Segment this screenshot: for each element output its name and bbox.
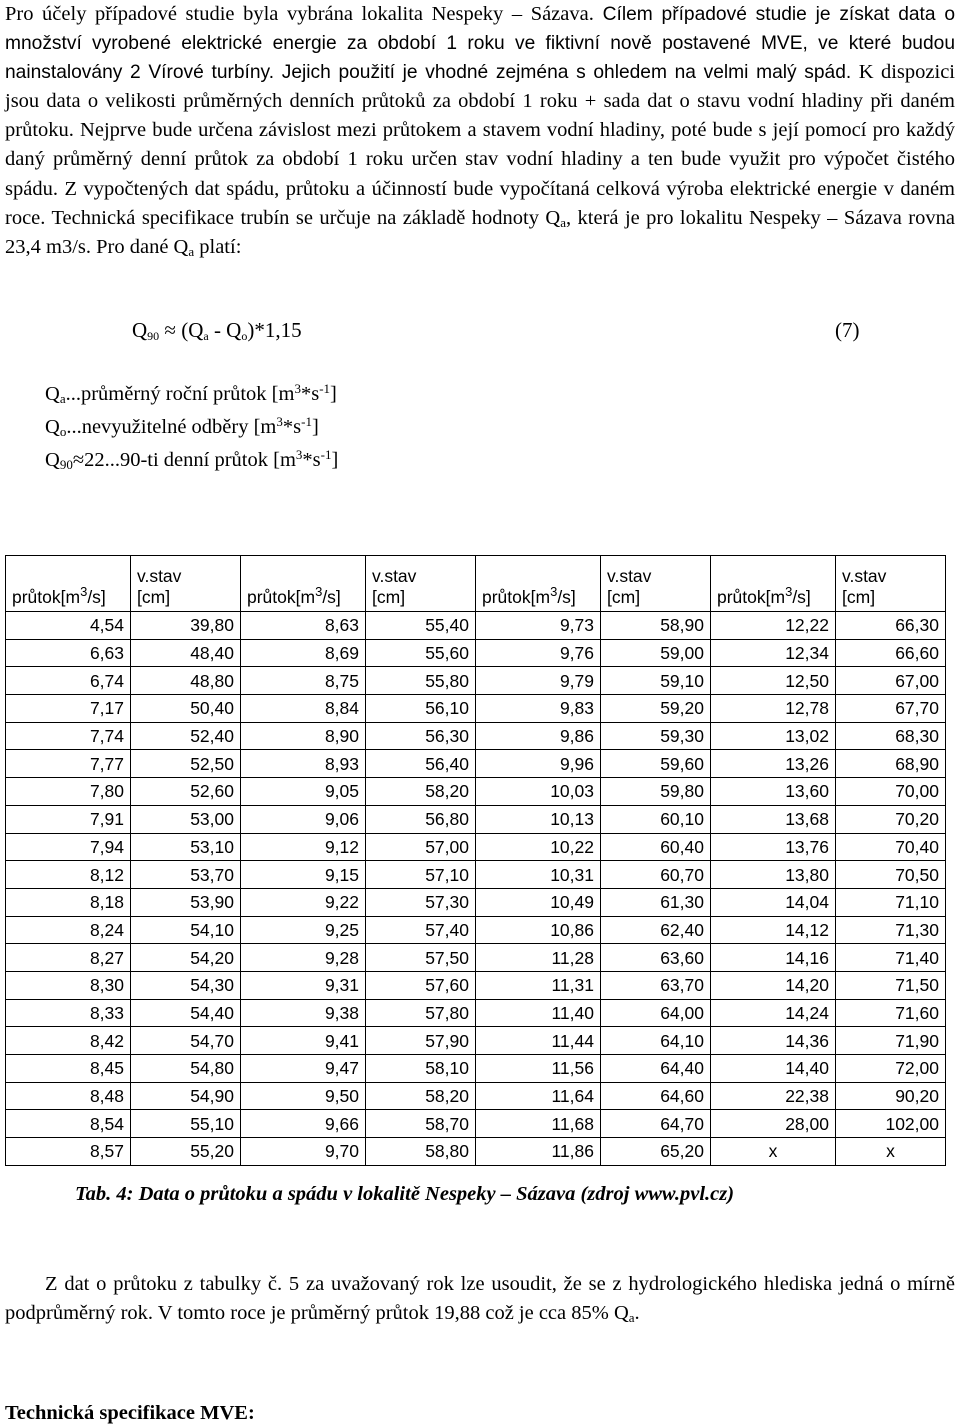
- flow-cell: 7,94: [6, 833, 131, 861]
- level-cell: 71,50: [836, 971, 946, 999]
- level-cell: 58,20: [366, 1082, 476, 1110]
- col-header-flow: $průtok[m^3/s]$: [241, 556, 366, 612]
- level-cell: 66,60: [836, 639, 946, 667]
- table-caption: Tab. 4: Data o průtoku a spádu v lokalitě Nespeky – Sázava (zdroj www.pvl.cz): [75, 1183, 735, 1205]
- def-text: ...90-ti denní průtok [m: [104, 449, 296, 471]
- flow-cell: 13,80: [711, 861, 836, 889]
- table-body: [6, 612, 946, 1166]
- level-cell: 53,90: [131, 888, 241, 916]
- level-cell: 54,90: [131, 1082, 241, 1110]
- flow-cell: 9,12: [241, 833, 366, 861]
- flow-cell: 9,86: [476, 722, 601, 750]
- table-row: [6, 1082, 946, 1110]
- flow-cell: 11,68: [476, 1110, 601, 1138]
- flow-cell: 9,38: [241, 999, 366, 1027]
- level-cell: 57,10: [366, 861, 476, 889]
- table-row: [6, 916, 946, 944]
- def-subscript: 90: [59, 457, 73, 472]
- flow-cell: 9,70: [241, 1138, 366, 1166]
- level-cell: 71,90: [836, 1027, 946, 1055]
- flow-cell: 9,96: [476, 750, 601, 778]
- level-cell: 70,00: [836, 778, 946, 806]
- flow-cell: 7,91: [6, 805, 131, 833]
- table-row: [6, 778, 946, 806]
- flow-cell: 11,31: [476, 971, 601, 999]
- flow-cell: 12,50: [711, 667, 836, 695]
- conclusion-paragraph: [5, 1270, 955, 1328]
- level-cell: 57,80: [366, 999, 476, 1027]
- flow-cell: 9,05: [241, 778, 366, 806]
- flow-cell: 8,69: [241, 639, 366, 667]
- table-row: [6, 1055, 946, 1083]
- level-cell: 65,20: [601, 1138, 711, 1166]
- table-row: [6, 695, 946, 723]
- def-mid: *s: [302, 449, 321, 471]
- level-cell: 58,20: [366, 778, 476, 806]
- level-cell: 54,20: [131, 944, 241, 972]
- definitions: [45, 378, 338, 477]
- level-cell: 70,40: [836, 833, 946, 861]
- flow-cell: 7,80: [6, 778, 131, 806]
- flow-cell: 22,38: [711, 1082, 836, 1110]
- flow-cell: 11,40: [476, 999, 601, 1027]
- table-row: [6, 1110, 946, 1138]
- level-cell: 56,40: [366, 750, 476, 778]
- flow-cell: 8,54: [6, 1110, 131, 1138]
- level-cell: 61,30: [601, 888, 711, 916]
- level-cell: 57,00: [366, 833, 476, 861]
- flow-cell: 13,76: [711, 833, 836, 861]
- flow-cell: 11,86: [476, 1138, 601, 1166]
- flow-cell: 8,27: [6, 944, 131, 972]
- level-cell: 57,50: [366, 944, 476, 972]
- level-cell: 55,10: [131, 1110, 241, 1138]
- flow-cell: 10,49: [476, 888, 601, 916]
- flow-cell: 14,24: [711, 999, 836, 1027]
- def-subscript: a: [59, 391, 66, 406]
- table-row: [6, 639, 946, 667]
- level-cell: 59,60: [601, 750, 711, 778]
- level-cell: 71,30: [836, 916, 946, 944]
- level-cell: 90,20: [836, 1082, 946, 1110]
- flow-cell: 8,42: [6, 1027, 131, 1055]
- flow-cell: 8,30: [6, 971, 131, 999]
- level-cell: 62,40: [601, 916, 711, 944]
- flow-cell: 6,63: [6, 639, 131, 667]
- level-cell: 54,70: [131, 1027, 241, 1055]
- table-row: [6, 722, 946, 750]
- flow-cell: 4,54: [6, 612, 131, 640]
- level-cell: 67,00: [836, 667, 946, 695]
- flow-cell: 14,12: [711, 916, 836, 944]
- def-symbol: Q: [45, 416, 60, 438]
- level-cell: 55,80: [366, 667, 476, 695]
- level-cell: 59,00: [601, 639, 711, 667]
- level-cell: x: [836, 1138, 946, 1166]
- table-header-row: [6, 556, 946, 612]
- flow-cell: 8,33: [6, 999, 131, 1027]
- flow-cell: 28,00: [711, 1110, 836, 1138]
- flow-cell: x: [711, 1138, 836, 1166]
- flow-cell: 7,74: [6, 722, 131, 750]
- intro-sentence-3: K dispozici jsou data o velikosti průměrných denních průtoků za období 1 roku + sada dat o stavu vodní hladiny při daném průtoku.: [5, 61, 955, 142]
- level-cell: 64,40: [601, 1055, 711, 1083]
- flow-cell: 10,03: [476, 778, 601, 806]
- def-text: ...průměrný roční průtok [m: [65, 383, 295, 405]
- level-cell: 71,60: [836, 999, 946, 1027]
- level-cell: 52,50: [131, 750, 241, 778]
- flow-cell: 9,25: [241, 916, 366, 944]
- formula-o-sub: o: [241, 329, 248, 343]
- def-sup: -1: [320, 447, 332, 462]
- level-cell: 54,10: [131, 916, 241, 944]
- intro-sentence-5: , která je pro lokalitu Nespeky – Sázava rovna 23,4 m3/s. Pro dané Q: [5, 206, 955, 258]
- flow-cell: 9,50: [241, 1082, 366, 1110]
- level-cell: 56,80: [366, 805, 476, 833]
- flow-cell: 13,26: [711, 750, 836, 778]
- table-row: [6, 1138, 946, 1166]
- flow-cell: 8,63: [241, 612, 366, 640]
- level-cell: 70,50: [836, 861, 946, 889]
- flow-cell: 9,73: [476, 612, 601, 640]
- level-cell: 59,10: [601, 667, 711, 695]
- def-text: ...nevyužitelné odběry [m: [66, 416, 277, 438]
- def-approx: ≈22: [72, 449, 105, 471]
- level-cell: 48,80: [131, 667, 241, 695]
- flow-cell: 9,06: [241, 805, 366, 833]
- flow-cell: 14,40: [711, 1055, 836, 1083]
- flow-cell: 9,41: [241, 1027, 366, 1055]
- level-cell: 68,30: [836, 722, 946, 750]
- intro-paragraph: [5, 0, 955, 262]
- level-cell: 64,60: [601, 1082, 711, 1110]
- flow-cell: 11,64: [476, 1082, 601, 1110]
- col-header-level: v.stav [cm]: [131, 556, 241, 612]
- level-cell: 57,60: [366, 971, 476, 999]
- def-mid: *s: [300, 383, 320, 405]
- flow-cell: 8,75: [241, 667, 366, 695]
- table-row: [6, 750, 946, 778]
- level-cell: 53,10: [131, 833, 241, 861]
- level-cell: 57,30: [366, 888, 476, 916]
- level-cell: 48,40: [131, 639, 241, 667]
- level-cell: 102,00: [836, 1110, 946, 1138]
- flow-cell: 13,60: [711, 778, 836, 806]
- level-cell: 68,90: [836, 750, 946, 778]
- flow-cell: 9,31: [241, 971, 366, 999]
- level-cell: 63,70: [601, 971, 711, 999]
- level-cell: 55,20: [131, 1138, 241, 1166]
- level-cell: 50,40: [131, 695, 241, 723]
- flow-cell: 10,13: [476, 805, 601, 833]
- flow-cell: 8,93: [241, 750, 366, 778]
- level-cell: 54,80: [131, 1055, 241, 1083]
- flow-cell: 8,18: [6, 888, 131, 916]
- flow-cell: 7,77: [6, 750, 131, 778]
- level-cell: 54,30: [131, 971, 241, 999]
- flow-cell: 14,20: [711, 971, 836, 999]
- flow-cell: 9,15: [241, 861, 366, 889]
- level-cell: 63,60: [601, 944, 711, 972]
- level-cell: 70,20: [836, 805, 946, 833]
- intro-sentence-6: platí:: [194, 235, 242, 258]
- flow-cell: 6,74: [6, 667, 131, 695]
- level-cell: 72,00: [836, 1055, 946, 1083]
- flow-cell: 11,56: [476, 1055, 601, 1083]
- level-cell: 60,40: [601, 833, 711, 861]
- level-cell: 52,40: [131, 722, 241, 750]
- level-cell: 58,10: [366, 1055, 476, 1083]
- flow-cell: 14,04: [711, 888, 836, 916]
- flow-cell: 13,68: [711, 805, 836, 833]
- table-row: [6, 971, 946, 999]
- flow-cell: 8,12: [6, 861, 131, 889]
- flow-cell: 8,24: [6, 916, 131, 944]
- def-sup: 3: [295, 447, 303, 462]
- flow-cell: 9,47: [241, 1055, 366, 1083]
- level-cell: 58,70: [366, 1110, 476, 1138]
- level-cell: 67,70: [836, 695, 946, 723]
- formula-minus: - Q: [208, 318, 242, 342]
- level-cell: 66,30: [836, 612, 946, 640]
- conclusion-end: .: [634, 1302, 640, 1325]
- formula-q: Q: [132, 318, 148, 342]
- flow-cell: 8,90: [241, 722, 366, 750]
- level-cell: 64,70: [601, 1110, 711, 1138]
- flow-cell: 8,48: [6, 1082, 131, 1110]
- level-cell: 71,10: [836, 888, 946, 916]
- col-header-flow: $průtok[m^3/s]$: [6, 556, 131, 612]
- level-cell: 59,80: [601, 778, 711, 806]
- flow-cell: 14,36: [711, 1027, 836, 1055]
- formula-q-sub: 90: [147, 329, 160, 343]
- def-subscript: o: [59, 424, 67, 439]
- table-row: [6, 1027, 946, 1055]
- conclusion-text: Z dat o průtoku z tabulky č. 5 za uvažovaný rok lze usoudit, že se z hydrologického hlediska jedná o mírně podprůměrný rok. V tomto roce je průměrný průtok 19,88 což je cca 85% Q: [5, 1273, 955, 1325]
- formula-approx: ≈ (Q: [159, 318, 204, 342]
- table-row: [6, 612, 946, 640]
- level-cell: 57,40: [366, 916, 476, 944]
- flow-cell: 9,28: [241, 944, 366, 972]
- def-symbol: Q: [45, 383, 60, 405]
- table-row: [6, 805, 946, 833]
- formula: [132, 318, 302, 343]
- level-cell: 56,10: [366, 695, 476, 723]
- level-cell: 57,90: [366, 1027, 476, 1055]
- level-cell: 54,40: [131, 999, 241, 1027]
- def-mid: *s: [282, 416, 302, 438]
- definition-qa: [45, 378, 338, 411]
- level-cell: 53,00: [131, 805, 241, 833]
- flow-cell: 10,31: [476, 861, 601, 889]
- level-cell: 58,80: [366, 1138, 476, 1166]
- flow-cell: 13,02: [711, 722, 836, 750]
- formula-a-sub: a: [203, 329, 209, 343]
- level-cell: 52,60: [131, 778, 241, 806]
- level-cell: 55,60: [366, 639, 476, 667]
- def-sup: -1: [319, 381, 331, 396]
- col-header-level: v.stav [cm]: [366, 556, 476, 612]
- level-cell: 59,20: [601, 695, 711, 723]
- level-cell: 39,80: [131, 612, 241, 640]
- def-symbol: Q: [45, 449, 60, 471]
- table-row: [6, 667, 946, 695]
- flow-cell: 12,22: [711, 612, 836, 640]
- def-sup: 3: [294, 381, 301, 396]
- intro-sentence-1: Pro účely případové studie byla vybrána lokalita Nespeky – Sázava.: [5, 3, 594, 25]
- level-cell: 64,00: [601, 999, 711, 1027]
- table-row: [6, 944, 946, 972]
- level-cell: 60,70: [601, 861, 711, 889]
- table-row: [6, 833, 946, 861]
- conclusion-subscript: a: [628, 1310, 635, 1326]
- flow-cell: 9,22: [241, 888, 366, 916]
- def-end: ]: [331, 449, 339, 471]
- def-end: ]: [311, 416, 319, 438]
- flow-cell: 9,79: [476, 667, 601, 695]
- def-sup: -1: [301, 414, 312, 429]
- level-cell: 64,10: [601, 1027, 711, 1055]
- level-cell: 53,70: [131, 861, 241, 889]
- definition-q90: [45, 444, 338, 477]
- def-sup: 3: [276, 414, 283, 429]
- def-end: ]: [330, 383, 337, 405]
- intro-sentence-2: Cílem případové studie je získat data o množství vyrobené elektrické energie za období 1 roku ve fiktivní nově postavené MVE, ve které budou nainstalovány 2 Vírové turbíny. Jejich použití je vhodné zejména s ohledem na velmi malý spád.: [5, 4, 955, 84]
- col-header-flow: $průtok[m^3/s]$: [476, 556, 601, 612]
- flow-cell: 9,76: [476, 639, 601, 667]
- equation-number: (7): [835, 318, 860, 342]
- intro-qa-subscript: a: [560, 214, 566, 230]
- flow-cell: 10,22: [476, 833, 601, 861]
- table-row: [6, 888, 946, 916]
- flow-cell: 9,66: [241, 1110, 366, 1138]
- table-row: [6, 999, 946, 1027]
- col-header-level: v.stav [cm]: [601, 556, 711, 612]
- col-header-level: v.stav [cm]: [836, 556, 946, 612]
- flow-cell: 14,16: [711, 944, 836, 972]
- section-heading: Technická specifikace MVE:: [5, 1402, 255, 1424]
- level-cell: 71,40: [836, 944, 946, 972]
- intro-qa-subscript-2: a: [188, 243, 195, 259]
- intro-sentence-4: Nejprve bude určena závislost mezi průtokem a stavem vodní hladiny, poté bude s její pomocí pro každý daný průměrný denní průtok za období 1 roku určen stav vodní hladiny a ten bude využit pro výpočet čistého spádu. Z vypočtených dat spádu, průtoku a účinností bude vypočítaná celková výroba elektrické energie v daném roce. Technická specifikace trubín se určuje na základě hodnoty Q: [5, 119, 955, 229]
- flow-cell: 11,44: [476, 1027, 601, 1055]
- flow-cell: 9,83: [476, 695, 601, 723]
- level-cell: 60,10: [601, 805, 711, 833]
- flow-cell: 8,57: [6, 1138, 131, 1166]
- formula-tail: )*1,15: [247, 318, 302, 342]
- flow-cell: 10,86: [476, 916, 601, 944]
- level-cell: 59,30: [601, 722, 711, 750]
- level-cell: 56,30: [366, 722, 476, 750]
- flow-cell: 11,28: [476, 944, 601, 972]
- flow-cell: 12,34: [711, 639, 836, 667]
- flow-cell: 12,78: [711, 695, 836, 723]
- table-row: [6, 861, 946, 889]
- level-cell: 55,40: [366, 612, 476, 640]
- level-cell: 58,90: [601, 612, 711, 640]
- definition-qo: [45, 411, 338, 444]
- flow-level-table: [5, 555, 946, 1166]
- flow-cell: 8,45: [6, 1055, 131, 1083]
- flow-cell: 7,17: [6, 695, 131, 723]
- flow-cell: 8,84: [241, 695, 366, 723]
- col-header-flow: $průtok[m^3/s]$: [711, 556, 836, 612]
